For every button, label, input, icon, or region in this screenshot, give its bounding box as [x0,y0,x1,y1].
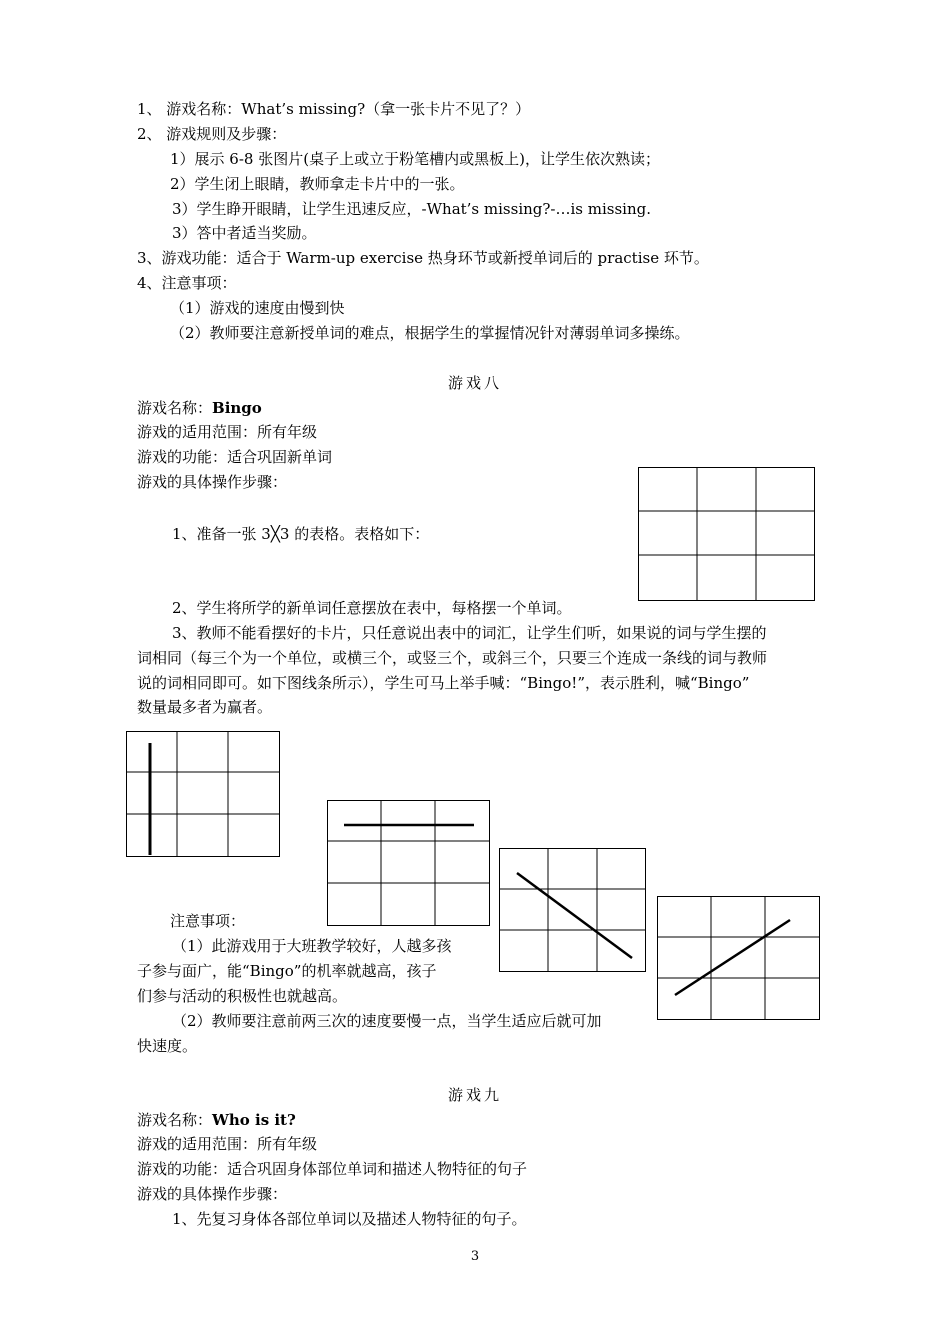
game8-note-1-line-2: 子参与面广，能“Bingo”的机率就越高，孩子 [137,962,437,980]
game8-title: 游戏八 [447,374,502,392]
game8-step-1: 1、准备一张 3╳3 的表格。表格如下： [172,525,430,543]
game9-name-value: Who is it? [212,1111,296,1129]
bingo-line-diagonal-up [675,920,790,995]
game8-scope: 游戏的适用范围：所有年级 [137,423,318,441]
game9-title: 游戏九 [447,1086,502,1104]
line-game-name: 1、 游戏名称：What’s missing?（拿一张卡片不见了？） [137,100,531,118]
game8-name-label: 游戏名称： [137,399,213,417]
game8-note-1-line-1: （1）此游戏用于大班教学较好，人越多孩 [172,937,452,955]
game8-notes-label: 注意事项： [170,912,246,930]
game8-function: 游戏的功能：适合巩固新单词 [137,448,333,466]
game8-step-3-line-4: 数量最多者为赢者。 [137,698,273,716]
game9-scope: 游戏的适用范围：所有年级 [137,1135,318,1153]
game8-note-2-line-2: 快速度。 [137,1037,198,1055]
game8-step-3-line-3: 说的词相同即可。如下图线条所示），学生可马上举手喊：“Bingo!”，表示胜利，喊“Bingo” [137,674,750,692]
game8-steps-label: 游戏的具体操作步骤： [137,473,288,491]
line-note-2: （2）教师要注意新授单词的难点，根据学生的掌握情况针对薄弱单词多操练。 [170,324,690,342]
bingo-grid-diagonal-up [657,896,821,1021]
game9-step-1: 1、先复习身体各部位单词以及描述人物特征的句子。 [172,1210,527,1228]
line-rule-2: 2）学生闭上眼睛，教师拿走卡片中的一张。 [170,175,465,193]
game9-steps-label: 游戏的具体操作步骤： [137,1185,288,1203]
line-rule-1: 1）展示 6-8 张图片(桌子上或立于粉笔槽内或黑板上)，让学生依次熟读； [170,150,660,168]
line-rule-3: 3）学生睁开眼睛，让学生迅速反应，-What’s missing?-…is missing. [172,200,651,218]
bingo-grid-blank [638,467,816,602]
game8-note-1-line-3: 们参与活动的积极性也就越高。 [137,987,348,1005]
line-note-1: （1）游戏的速度由慢到快 [170,299,345,317]
game9-name-label: 游戏名称： [137,1111,213,1129]
line-notes-heading: 4、注意事项： [137,274,237,292]
bingo-grid-vertical [126,731,281,858]
game8-note-2-line-1: （2）教师要注意前两三次的速度要慢一点，当学生适应后就可加 [172,1012,602,1030]
game8-step-3-line-2: 词相同（每三个为一个单位，或横三个，或竖三个，或斜三个，只要三个连成一条线的词与教师 [137,649,768,667]
game8-name [137,397,262,419]
game8-step-2: 2、学生将所学的新单词任意摆放在表中，每格摆一个单词。 [172,599,572,617]
line-rule-4: 3）答中者适当奖励。 [172,224,317,242]
game9-name [137,1109,296,1131]
bingo-grid-horizontal [327,800,491,927]
line-function: 3、游戏功能：适合于 Warm-up exercise 热身环节或新授单词后的 practise 环节。 [137,249,709,267]
bingo-line-diagonal-down [517,873,632,958]
game8-name-value: Bingo [212,399,262,417]
game9-function: 游戏的功能：适合巩固身体部位单词和描述人物特征的句子 [137,1160,528,1178]
bingo-grid-diagonal-down [499,848,647,973]
game8-step-3-line-1: 3、教师不能看摆好的卡片，只任意说出表中的词汇，让学生们听，如果说的词与学生摆的 [172,624,767,642]
line-rules-heading: 2、 游戏规则及步骤： [137,125,287,143]
page-number: 3 [470,1249,480,1264]
